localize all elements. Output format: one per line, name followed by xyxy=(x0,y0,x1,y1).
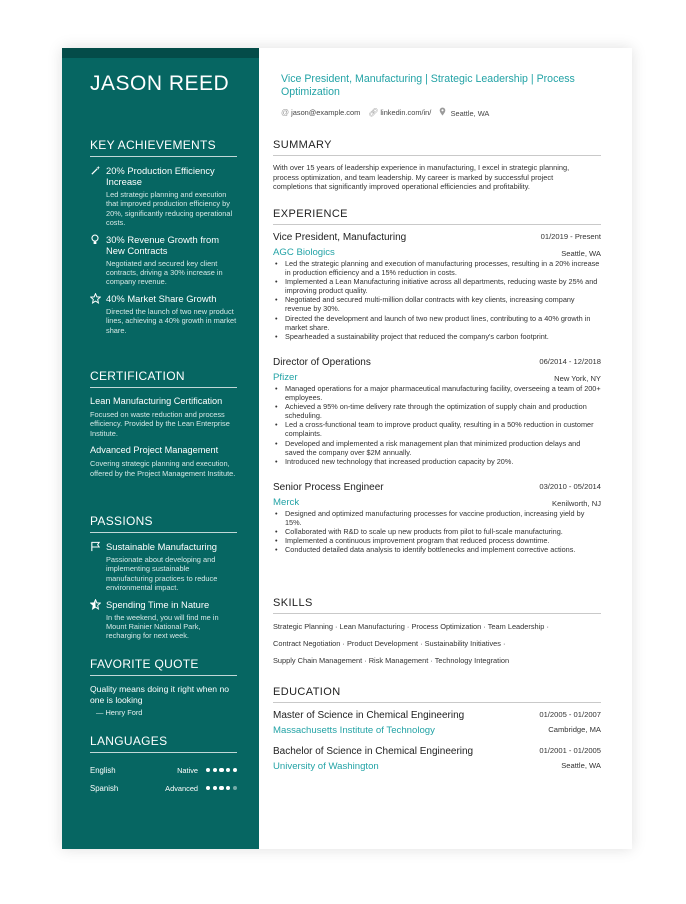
education-location: Cambridge, MA xyxy=(548,725,601,734)
passion-item xyxy=(90,541,237,593)
job-bullets xyxy=(273,259,601,341)
job-bullets xyxy=(273,509,601,554)
quote-section xyxy=(90,657,237,717)
job-entry xyxy=(273,232,601,341)
degree: Bachelor of Science in Chemical Engineering xyxy=(273,746,474,757)
job-company: AGC Biologics xyxy=(273,247,335,258)
job-bullet: • Conducted detailed data analysis to identify bottlenecks and implement corrective actions. xyxy=(285,545,601,554)
job-bullet: • Negotiated and secured multi-million dollar contracts with key clients, increasing company revenue by 30%. xyxy=(285,295,601,313)
quote-text: Quality means doing it right when no one is looking xyxy=(90,684,230,705)
degree: Master of Science in Chemical Engineering xyxy=(273,710,465,721)
achievement-item xyxy=(90,165,237,228)
job-company: Merck xyxy=(273,497,300,508)
contact-bar xyxy=(281,107,489,118)
certification-desc: Focused on waste reduction and process efficiency. Provided by the Lean Enterprise Institute. xyxy=(90,410,230,438)
passion-title: Sustainable Manufacturing xyxy=(106,541,218,552)
passion-desc: Passionate about developing and implementing sustainable manufacturing practices to reduce environmental impact. xyxy=(106,555,218,593)
rating-dot xyxy=(219,768,223,772)
languages-section xyxy=(90,734,237,797)
job-title: Director of Operations xyxy=(273,357,371,368)
rating-dot xyxy=(219,786,223,790)
job-location: Seattle, WA xyxy=(561,249,601,258)
job-company: Pfizer xyxy=(273,372,298,383)
job-bullet: • Achieved a 95% on-time delivery rate through the optimization of supply chain and production scheduling. xyxy=(285,402,601,420)
job-entry xyxy=(273,357,601,466)
quote-author-name: Henry Ford xyxy=(105,708,143,717)
passions-section xyxy=(90,514,237,647)
education-entry xyxy=(273,710,601,736)
link-icon: 🔗︎ xyxy=(368,108,379,117)
quote-author: — Henry Ford xyxy=(96,708,143,717)
skills-list xyxy=(273,618,601,669)
achievement-item xyxy=(90,234,237,287)
star-half-icon xyxy=(90,599,106,641)
job-bullet: • Implemented a Lean Manufacturing initiative across all departments, reducing waste by 25% and improving product quality. xyxy=(285,277,601,295)
certification-heading: CERTIFICATION xyxy=(90,369,237,388)
job-title: Vice President, Manufacturing xyxy=(273,232,407,243)
job-bullet: • Led the strategic planning and execution of manufacturing processes, resulting in a 20% increase in production efficiency and a 15% reduction in costs. xyxy=(285,259,601,277)
job-location: New York, NY xyxy=(554,374,601,383)
passion-title: Spending Time in Nature xyxy=(106,598,210,610)
education-dates: 01/2001 - 01/2005 xyxy=(539,746,601,755)
job-bullets xyxy=(273,384,601,466)
star-icon xyxy=(90,293,106,335)
education-heading: EDUCATION xyxy=(273,686,601,703)
skills-line: Contract Negotiation · Product Development · Sustainability Initiatives · xyxy=(273,639,506,648)
job-bullet: • Spearheaded a sustainability project that reduced the company's carbon footprint. xyxy=(285,332,601,341)
education-entry xyxy=(273,746,601,772)
job-bullet: • Designed and optimized manufacturing processes for vaccine production, increasing yield by 15%. xyxy=(285,509,601,527)
achievements-section xyxy=(90,138,237,341)
job-bullet: • Introduced new technology that increased production capacity by 20%. xyxy=(285,457,601,466)
rating-dot xyxy=(206,768,210,772)
contact-linkedin[interactable]: 🔗︎ linkedin.com/in/ xyxy=(368,108,432,117)
achievement-title: 40% Market Share Growth xyxy=(106,292,217,304)
languages-heading: LANGUAGES xyxy=(90,734,237,753)
experience-heading: EXPERIENCE xyxy=(273,208,601,225)
summary-heading: SUMMARY xyxy=(273,139,601,156)
rating-dot xyxy=(233,768,237,772)
certification-title: Advanced Project Management xyxy=(90,445,219,456)
job-title: Senior Process Engineer xyxy=(273,482,384,493)
certification-desc: Covering strategic planning and execution, offered by the Project Management Institute. xyxy=(90,459,236,478)
summary-text: With over 15 years of leadership experience in manufacturing, I excel in strategic planning, process optimization, and team leadership. My career is marked by successful project completions that significantly improved operational efficiencies and profitability. xyxy=(273,163,570,191)
education-dates: 01/2005 - 01/2007 xyxy=(539,710,601,719)
rating-dot xyxy=(233,786,237,790)
achievement-desc: Led strategic planning and execution that improved production efficiency by 20%, significantly reducing operational costs. xyxy=(106,190,233,228)
flag-icon xyxy=(90,541,106,593)
language-rating xyxy=(206,768,237,772)
language-level: Advanced xyxy=(165,783,199,793)
achievement-desc: Directed the launch of two new product lines, achieving a 40% growth in market share. xyxy=(106,306,237,335)
education-location: Seattle, WA xyxy=(561,761,601,770)
candidate-name: JASON REED xyxy=(90,72,230,95)
achievement-title: 30% Revenue Growth from New Contracts xyxy=(106,233,220,256)
skills-heading: SKILLS xyxy=(273,597,601,614)
job-dates: 01/2019 - Present xyxy=(540,232,601,241)
job-dates: 03/2010 - 05/2014 xyxy=(539,482,601,491)
achievement-desc: Negotiated and secured key client contracts, driving a 30% increase in company revenue. xyxy=(106,258,223,287)
magic-wand-icon xyxy=(90,165,106,228)
passion-desc: In the weekend, you will find me in Mount Rainier National Park, recharging for next week. xyxy=(106,612,219,641)
certification-title: Lean Manufacturing Certification xyxy=(90,396,223,406)
job-bullet: • Managed operations for a major pharmaceutical manufacturing facility, overseeing a team of 200+ employees. xyxy=(285,384,601,402)
language-name: English xyxy=(90,765,116,775)
headline: Vice President, Manufacturing | Strategic Leadership | Process Optimization xyxy=(281,73,575,98)
rating-dot xyxy=(206,786,210,790)
certification-section xyxy=(90,369,237,485)
location-pin-icon xyxy=(439,109,448,118)
job-dates: 06/2014 - 12/2018 xyxy=(539,357,601,366)
passions-heading: PASSIONS xyxy=(90,514,237,533)
rating-dot xyxy=(213,786,217,790)
contact-location: Seattle, WA xyxy=(439,107,489,118)
passion-item xyxy=(90,599,237,641)
sidebar-top-band xyxy=(62,48,259,58)
quote-heading: FAVORITE QUOTE xyxy=(90,657,237,676)
language-level: Native xyxy=(177,765,199,775)
rating-dot xyxy=(226,768,230,772)
at-icon: @ xyxy=(281,108,290,117)
rating-dot xyxy=(226,786,230,790)
job-bullet: • Led a cross-functional team to improve product quality, resulting in a 50% reduction in customer complaints. xyxy=(285,420,601,438)
resume-page xyxy=(62,48,632,849)
job-bullet: • Directed the development and launch of two new product lines, contributing to a 40% growth in market share. xyxy=(285,314,601,332)
language-row xyxy=(90,779,237,797)
school: Massachusetts Institute of Technology xyxy=(273,725,435,736)
achievement-item xyxy=(90,293,237,335)
job-bullet: • Developed and implemented a risk management plan that minimized production delays and saved the company over $2M annually. xyxy=(285,439,601,457)
job-location: Kenilworth, NJ xyxy=(552,499,601,508)
school: University of Washington xyxy=(273,761,379,772)
skills-line: Supply Chain Management · Risk Management · Technology Integration xyxy=(273,656,510,665)
achievements-heading: KEY ACHIEVEMENTS xyxy=(90,138,237,157)
skills-line: Strategic Planning · Lean Manufacturing · Process Optimization · Team Leadership · xyxy=(273,622,549,631)
achievement-title: 20% Production Efficiency Increase xyxy=(106,165,215,187)
lightbulb-icon xyxy=(90,234,106,287)
language-rating xyxy=(206,786,237,790)
rating-dot xyxy=(213,768,217,772)
contact-email[interactable]: @ jason@example.com xyxy=(281,108,361,117)
language-row xyxy=(90,761,237,779)
sidebar xyxy=(62,48,259,849)
language-name: Spanish xyxy=(90,783,119,793)
job-bullet: • Implemented a continuous improvement program that reduced process downtime. xyxy=(285,536,601,545)
job-bullet: • Collaborated with R&D to scale up new products from pilot to full-scale manufacturing. xyxy=(285,527,601,536)
job-entry xyxy=(273,482,601,554)
